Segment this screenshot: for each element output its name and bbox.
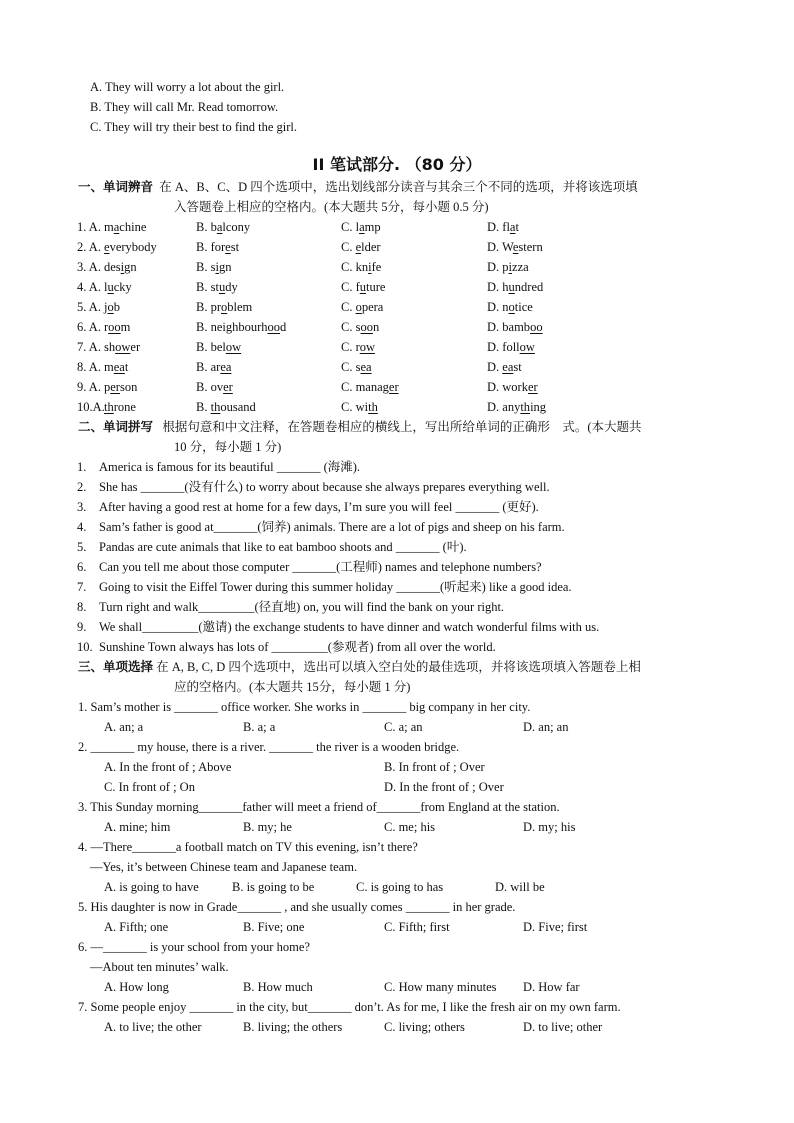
answer-option: A. Fifth; one xyxy=(104,920,169,934)
phonetic-item-number: 7. A. xyxy=(77,340,101,354)
spelling-item-number: 7. xyxy=(77,580,87,594)
phonetic-option: design xyxy=(104,260,137,274)
spelling-item-text: She has _______(没有什么) to worry about because she always prepares everything well. xyxy=(99,480,550,494)
underlined-letters: a xyxy=(359,220,365,234)
question-stem: 6. —_______ is your school from your home? xyxy=(78,940,310,954)
phonetic-option: C. lamp xyxy=(341,220,381,234)
underlined-letters: i xyxy=(368,260,372,274)
underlined-letters: u xyxy=(218,280,226,294)
phonetic-option: machine xyxy=(104,220,147,234)
underlined-letters: i xyxy=(120,260,125,274)
answer-option: B. Five; one xyxy=(243,920,305,934)
answer-option: C. is going to has xyxy=(356,880,444,894)
underlined-letters: a xyxy=(113,220,120,234)
phonetic-option: B. problem xyxy=(196,300,253,314)
question-stem: 4. —There_______a football match on TV this evening, isn’t there? xyxy=(78,840,418,854)
phonetic-option: B. sign xyxy=(196,260,232,274)
phonetic-option: D. pizza xyxy=(487,260,529,274)
phonetic-option: D. anything xyxy=(487,400,547,414)
section1-instructions xyxy=(78,177,728,217)
underlined-letters: e xyxy=(512,240,519,254)
underlined-letters: u xyxy=(359,280,366,294)
underlined-letters: i xyxy=(508,260,513,274)
phonetic-item-number: 6. A. xyxy=(77,320,101,334)
answer-option: D. my; his xyxy=(523,820,576,834)
answer-option: D. In the front of ; Over xyxy=(384,780,504,794)
spelling-item-text: Can you tell me about those computer _______(工程师) names and telephone numbers? xyxy=(99,560,542,574)
underlined-letters: e xyxy=(355,240,362,254)
answer-option: C. me; his xyxy=(384,820,436,834)
spelling-item-number: 8. xyxy=(77,600,87,614)
phonetic-option: D. notice xyxy=(487,300,533,314)
phonetic-option: D. flat xyxy=(487,220,519,234)
answer-option: C. a; an xyxy=(384,720,423,734)
phonetic-item-number: 9. A. xyxy=(77,380,101,394)
phonetic-option: B. below xyxy=(196,340,242,354)
phonetic-option: D. hundred xyxy=(487,280,544,294)
answer-option: C. How many minutes xyxy=(384,980,497,994)
phonetic-option: C. opera xyxy=(341,300,384,314)
phonetic-option: throne xyxy=(104,400,136,414)
underlined-letters: o xyxy=(221,300,228,314)
underlined-letters: ow xyxy=(519,340,535,354)
underlined-letters: u xyxy=(508,280,515,294)
phonetic-option: B. study xyxy=(196,280,238,294)
underlined-letters: a xyxy=(216,220,223,234)
phonetic-option: C. knife xyxy=(341,260,382,274)
spelling-item-number: 9. xyxy=(77,620,87,634)
underlined-letters: ea xyxy=(360,360,372,374)
underlined-letters: er xyxy=(110,380,120,394)
underlined-letters: th xyxy=(104,400,114,414)
phonetic-option: job xyxy=(104,300,120,314)
spelling-item-text: We shall_________(邀请) the exchange students to have dinner and watch wonderful films with us. xyxy=(99,620,600,634)
question-dialog-line: —About ten minutes’ walk. xyxy=(90,960,229,974)
prev-option-c: C. They will try their best to find the girl. xyxy=(90,120,298,134)
phonetic-option: B. balcony xyxy=(196,220,251,234)
phonetic-option: C. row xyxy=(341,340,376,354)
question-dialog-line: —Yes, it’s between Chinese team and Japanese team. xyxy=(90,860,358,874)
prev-option-a: A. They will worry a lot about the girl. xyxy=(90,80,285,94)
spelling-item-text: Pandas are cute animals that like to eat bamboo shoots and _______ (叶). xyxy=(99,540,467,554)
answer-option: A. is going to have xyxy=(104,880,199,894)
spelling-item-number: 3. xyxy=(77,500,87,514)
phonetic-option: B. over xyxy=(196,380,233,394)
spelling-item-text: Turn right and walk_________(径直地) on, you will find the bank on your right. xyxy=(99,600,505,614)
underlined-letters: ow xyxy=(225,340,242,354)
question-stem: 7. Some people enjoy _______ in the city, but_______ don’t. As for me, I like the fresh air on my own farm. xyxy=(78,1000,621,1014)
question-stem: 2. _______ my house, there is a river. _______ the river is a wooden bridge. xyxy=(78,740,460,754)
underlined-letters: th xyxy=(368,400,378,414)
underlined-letters: er xyxy=(223,380,233,394)
phonetic-option: D. bamboo xyxy=(487,320,543,334)
section1-heading: 一、单词辨音 xyxy=(78,179,154,194)
phonetic-item-number: 3. A. xyxy=(77,260,101,274)
answer-option: A. mine; him xyxy=(104,820,171,834)
answer-option: B. my; he xyxy=(243,820,292,834)
phonetic-option: B. neighbourhood xyxy=(196,320,287,334)
answer-option: C. living; others xyxy=(384,1020,465,1034)
phonetic-option: B. forest xyxy=(196,240,240,254)
question-stem: 3. This Sunday morning_______father will meet a friend of_______from England at the station. xyxy=(78,800,560,814)
answer-option: D. will be xyxy=(495,880,545,894)
phonetic-option: C. elder xyxy=(341,240,381,254)
underlined-letters: oo xyxy=(108,320,121,334)
phonetic-option: C. with xyxy=(341,400,378,414)
phonetic-option: D. follow xyxy=(487,340,535,354)
phonetic-option: C. soon xyxy=(341,320,380,334)
spelling-item-number: 10. xyxy=(77,640,93,654)
underlined-letters: th xyxy=(520,400,531,414)
spelling-item-number: 2. xyxy=(77,480,87,494)
phonetic-item-number: 2. A. xyxy=(77,240,101,254)
underlined-letters: ea xyxy=(502,360,514,374)
underlined-letters: i xyxy=(215,260,219,274)
section3-heading: 三、单项选择 xyxy=(78,659,154,674)
answer-option: C. Fifth; first xyxy=(384,920,450,934)
phonetic-option: meat xyxy=(104,360,129,374)
answer-option: D. Five; first xyxy=(523,920,588,934)
underlined-letters: ea xyxy=(113,360,125,374)
section2-instr-line2: 10 分，每小题 1 分) xyxy=(174,440,282,454)
answer-option: B. is going to be xyxy=(232,880,315,894)
underlined-letters: oo xyxy=(360,320,373,334)
phonetic-option: C. sea xyxy=(341,360,372,374)
spelling-item-number: 1. xyxy=(77,460,87,474)
answer-option: D. an; an xyxy=(523,720,569,734)
underlined-letters: o xyxy=(355,300,362,314)
answer-option: A. an; a xyxy=(104,720,144,734)
section2-instructions xyxy=(78,417,728,457)
spelling-item-text: America is famous for its beautiful _______ (海滩). xyxy=(99,460,361,474)
phonetic-option: C. future xyxy=(341,280,386,294)
underlined-letters: th xyxy=(210,400,221,414)
answer-option: D. to live; other xyxy=(523,1020,603,1034)
phonetic-item-number: 8. A. xyxy=(77,360,101,374)
spelling-item-text: Sam’s father is good at_______(饲养) animals. There are a lot of pigs and sheep on his farm. xyxy=(99,520,565,534)
phonetic-item-number: 1. A. xyxy=(77,220,101,234)
answer-option: B. a; a xyxy=(243,720,276,734)
underlined-letters: ow xyxy=(359,340,376,354)
underlined-letters: oo xyxy=(267,320,281,334)
spelling-item-text: Going to visit the Eiffel Tower during this summer holiday _______(听起来) like a good idea. xyxy=(99,580,572,594)
phonetic-option: B. area xyxy=(196,360,232,374)
underlined-letters: o xyxy=(107,300,114,314)
answer-option: A. to live; the other xyxy=(104,1020,202,1034)
section1-instr-line2: 入答题卷上相应的空格内。(本大题共 5分，每小题 0.5 分) xyxy=(174,200,489,214)
phonetic-option: person xyxy=(104,380,138,394)
underlined-letters: e xyxy=(225,240,231,254)
phonetic-option: D. worker xyxy=(487,380,538,394)
answer-option: A. How long xyxy=(104,980,169,994)
spelling-item-number: 6. xyxy=(77,560,87,574)
answer-option: B. In front of ; Over xyxy=(384,760,485,774)
prev-option-b: B. They will call Mr. Read tomorrow. xyxy=(90,100,279,114)
section3-instr-line1: 在 A, B, C, D 四个选项中，选出可以填入空白处的最佳选项，并将该选项填入答题卷上相 xyxy=(156,660,641,674)
underlined-letters: ea xyxy=(220,360,232,374)
spelling-item-text: After having a good rest at home for a few days, I’m sure you will feel _______ (更好). xyxy=(99,500,539,514)
phonetic-option: lucky xyxy=(104,280,132,294)
section2-instr-line1: 根据句意和中文注释，在答题卷相应的横线上，写出所给单词的正确形 式。(本大题共 xyxy=(162,420,642,434)
phonetic-option: shower xyxy=(104,340,141,354)
section3-instructions xyxy=(78,657,728,697)
underlined-letters: er xyxy=(388,380,399,394)
phonetic-item-number: 5. A. xyxy=(77,300,101,314)
section1-instr-line1: 在 A、B、C、D 四个选项中，选出划线部分读音与其余三个不同的选项，并将该选项填 xyxy=(159,180,638,194)
underlined-letters: u xyxy=(107,280,114,294)
phonetic-option: D. Western xyxy=(487,240,543,254)
underlined-letters: ow xyxy=(115,340,131,354)
underlined-letters: oo xyxy=(530,320,543,334)
question-stem: 5. His daughter is now in Grade_______ , and she usually comes _______ in her grade. xyxy=(78,900,516,914)
phonetic-option: room xyxy=(104,320,131,334)
phonetic-item-number: 4. A. xyxy=(77,280,101,294)
part-title: II 笔试部分. （80 分） xyxy=(312,155,482,174)
answer-option: B. living; the others xyxy=(243,1020,343,1034)
section2-heading: 二、单词拼写 xyxy=(78,419,154,434)
phonetic-option: B. thousand xyxy=(196,400,256,414)
underlined-letters: a xyxy=(509,220,516,234)
underlined-letters: e xyxy=(104,240,110,254)
spelling-item-number: 4. xyxy=(77,520,87,534)
answer-option: C. In front of ; On xyxy=(104,780,195,794)
section3-instr-line2: 应的空格内。(本大题共 15分，每小题 1 分) xyxy=(174,680,411,694)
spelling-item-text: Sunshine Town always has lots of _________(参观者) from all over the world. xyxy=(99,640,496,654)
spelling-item-number: 5. xyxy=(77,540,87,554)
phonetic-option: C. manager xyxy=(341,380,399,394)
question-stem: 1. Sam’s mother is _______ office worker. She works in _______ big company in her city. xyxy=(78,700,531,714)
phonetic-item-number: 10.A. xyxy=(77,400,105,414)
underlined-letters: er xyxy=(527,380,538,394)
phonetic-option: everybody xyxy=(104,240,157,254)
answer-option: B. How much xyxy=(243,980,313,994)
phonetic-option: D. east xyxy=(487,360,522,374)
answer-option: A. In the front of ; Above xyxy=(104,760,232,774)
underlined-letters: o xyxy=(508,300,515,314)
answer-option: D. How far xyxy=(523,980,580,994)
